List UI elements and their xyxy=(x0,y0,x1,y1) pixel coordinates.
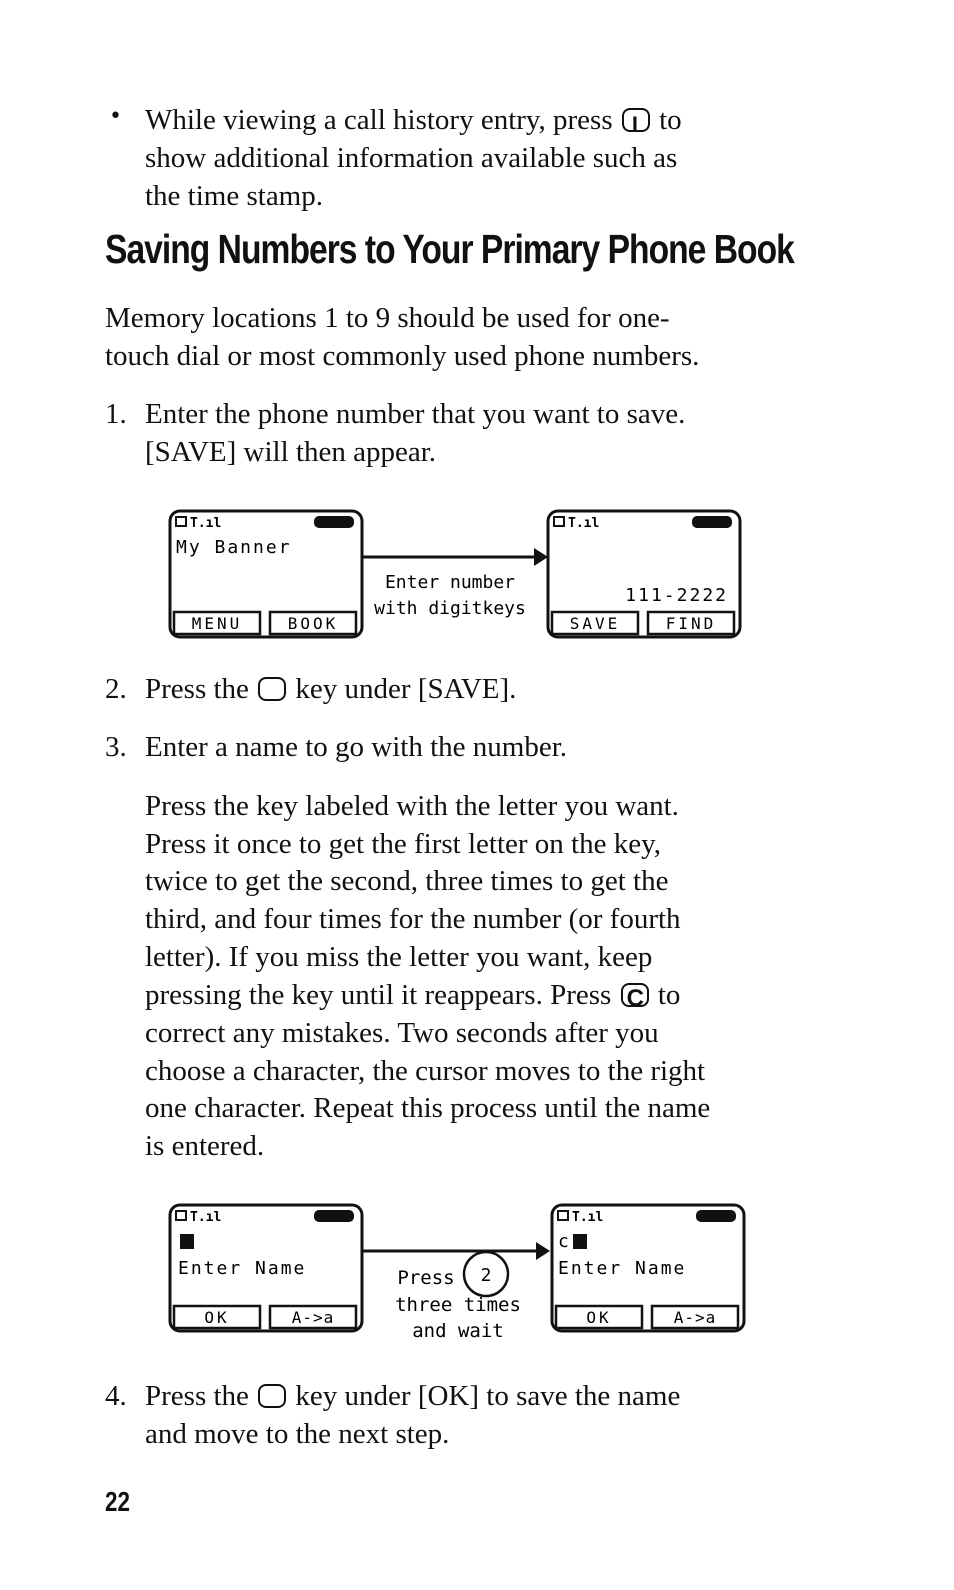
arrow-head xyxy=(534,548,548,566)
info-key-icon xyxy=(622,108,650,132)
softkey-icon xyxy=(258,1384,286,1408)
step-2-number: 2. xyxy=(105,673,127,705)
arrow-label-1: Enter number xyxy=(384,572,516,593)
svg-text:A->a: A->a xyxy=(673,1308,717,1327)
entered-number: 111-2222 xyxy=(625,585,728,606)
phone-screen-save xyxy=(548,511,740,637)
step-1-line-1: Enter the phone number that you want to save. xyxy=(145,398,686,430)
banner-text: My Banner xyxy=(176,537,292,558)
entered-char: c xyxy=(558,1231,569,1252)
step-3-body-10: is entered. xyxy=(145,1130,265,1162)
svg-text:T.ıl: T.ıl xyxy=(190,1210,222,1225)
intro-line-3: the time stamp. xyxy=(145,180,323,212)
phone-screen-banner xyxy=(170,511,362,637)
diagram-enter-number xyxy=(168,508,746,642)
para-line-2: touch dial or most commonly used phone numbers. xyxy=(105,340,700,372)
para-line-1: Memory locations 1 to 9 should be used for one- xyxy=(105,302,670,334)
enter-name-text: Enter Name xyxy=(178,1258,307,1279)
softkey-menu: MENU xyxy=(191,614,243,633)
section-heading: Saving Numbers to Your Primary Phone Book xyxy=(105,226,794,272)
step-3-body-5: letter). If you miss the letter you want, keep xyxy=(145,941,653,973)
step-3-body-6: pressing the key until it reappears. Press C to xyxy=(145,976,680,1014)
clear-key-icon xyxy=(621,983,649,1007)
arrow-label-2: with digitkeys xyxy=(374,598,526,619)
step-1-line-2: [SAVE] will then appear. xyxy=(145,436,437,468)
intro-line-1: While viewing a call history entry, press I to xyxy=(145,101,682,139)
page-number: 22 xyxy=(105,1486,130,1517)
svg-text:T.ıl: T.ıl xyxy=(572,1210,604,1225)
signal-icon: T.ıl xyxy=(190,516,222,531)
step-2-line: Press the key under [SAVE]. xyxy=(145,673,517,705)
svg-text:OK: OK xyxy=(586,1308,612,1327)
diagram-enter-name xyxy=(168,1202,748,1342)
cursor xyxy=(180,1234,194,1249)
press-label: Press xyxy=(397,1267,455,1289)
svg-text:Enter Name: Enter Name xyxy=(558,1258,687,1279)
phone-screen-c-entered xyxy=(552,1205,744,1331)
step-3-body-3: twice to get the second, three times to get the xyxy=(145,865,669,897)
softkey-icon xyxy=(258,677,286,701)
key-2-label: 2 xyxy=(480,1265,492,1286)
arrow-head-2 xyxy=(536,1242,550,1260)
step-3-body-7: correct any mistakes. Two seconds after you xyxy=(145,1017,659,1049)
step-3-number: 3. xyxy=(105,731,127,763)
step-3-body-2: Press it once to get the first letter on the key, xyxy=(145,828,661,860)
step-3-line-1: Enter a name to go with the number. xyxy=(145,731,568,763)
svg-text:T.ıl: T.ıl xyxy=(568,516,600,531)
intro-line-2: show additional information available such as xyxy=(145,142,678,174)
bullet: • xyxy=(109,104,122,129)
phone-screen-enter-name xyxy=(170,1205,362,1331)
softkey-book: BOOK xyxy=(287,614,339,633)
step-4-line-1: Press the key under [OK] to save the name xyxy=(145,1380,681,1412)
softkey-find: FIND xyxy=(665,614,717,633)
softkey-case: A->a xyxy=(291,1308,335,1327)
step-4-number: 4. xyxy=(105,1380,127,1412)
step-4-line-2: and move to the next step. xyxy=(145,1418,450,1450)
step-3-body-4: third, and four times for the number (or fourth xyxy=(145,903,681,935)
battery-icon xyxy=(314,516,354,528)
step-3-body-1: Press the key labeled with the letter you want. xyxy=(145,790,679,822)
softkey-ok: OK xyxy=(204,1308,230,1327)
and-wait-label: and wait xyxy=(412,1320,504,1342)
step-3-body-8: choose a character, the cursor moves to the right xyxy=(145,1055,706,1087)
three-times-label: three times xyxy=(395,1294,521,1316)
step-3-body-9: one character. Repeat this process until the name xyxy=(145,1092,711,1124)
step-1-number: 1. xyxy=(105,398,127,430)
softkey-save: SAVE xyxy=(569,614,621,633)
